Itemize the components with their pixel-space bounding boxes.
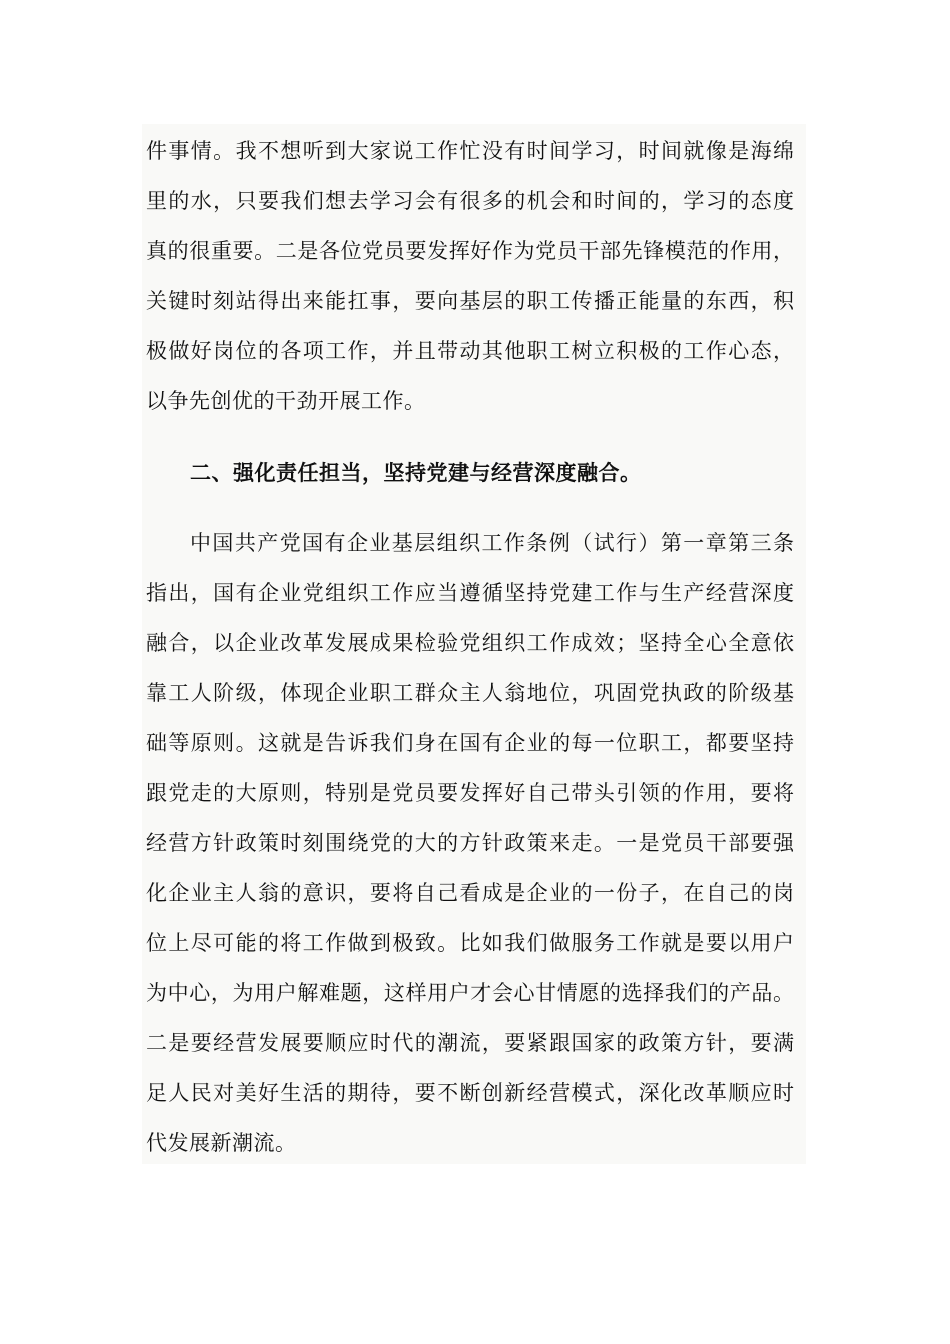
paragraph-line: 足人民对美好生活的期待，要不断创新经营模式，深化改革顺应时 — [146, 1081, 794, 1105]
paragraph-line: 靠工人阶级，体现企业职工群众主人翁地位，巩固党执政的阶级基 — [146, 681, 794, 705]
paragraph-line: 件事情。我不想听到大家说工作忙没有时间学习，时间就像是海绵 — [146, 139, 794, 163]
paragraph-line: 二是要经营发展要顺应时代的潮流，要紧跟国家的政策方针，要满 — [146, 1031, 794, 1055]
paragraph-line: 关键时刻站得出来能扛事，要向基层的职工传播正能量的东西，积 — [146, 289, 794, 313]
paragraph-line: 经营方针政策时刻围绕党的大的方针政策来走。一是党员干部要强 — [146, 831, 794, 855]
paragraph-line: 础等原则。这就是告诉我们身在国有企业的每一位职工，都要坚持 — [146, 731, 794, 755]
paragraph-line: 以争先创优的干劲开展工作。 — [146, 389, 426, 413]
paragraph-line: 融合，以企业改革发展成果检验党组织工作成效；坚持全心全意依 — [146, 631, 794, 655]
paragraph-line: 跟党走的大原则，特别是党员要发挥好自己带头引领的作用，要将 — [146, 781, 794, 805]
text-block — [142, 124, 806, 1164]
paragraph-line: 位上尽可能的将工作做到极致。比如我们做服务工作就是要以用户 — [146, 931, 794, 955]
paragraph-line: 真的很重要。二是各位党员要发挥好作为党员干部先锋模范的作用， — [146, 239, 794, 263]
paragraph-line: 里的水，只要我们想去学习会有很多的机会和时间的，学习的态度 — [146, 189, 794, 213]
paragraph-line: 中国共产党国有企业基层组织工作条例（试行）第一章第三条 — [190, 531, 794, 555]
paragraph-line: 极做好岗位的各项工作，并且带动其他职工树立积极的工作心态， — [146, 339, 794, 363]
paragraph-line: 化企业主人翁的意识，要将自己看成是企业的一份子，在自己的岗 — [146, 881, 794, 905]
section-heading: 二、强化责任担当，坚持党建与经营深度融合。 — [190, 460, 642, 485]
paragraph-line: 指出，国有企业党组织工作应当遵循坚持党建工作与生产经营深度 — [146, 581, 794, 605]
paragraph-line: 为中心，为用户解难题，这样用户才会心甘情愿的选择我们的产品。 — [146, 981, 794, 1005]
paragraph-line: 代发展新潮流。 — [146, 1131, 297, 1155]
